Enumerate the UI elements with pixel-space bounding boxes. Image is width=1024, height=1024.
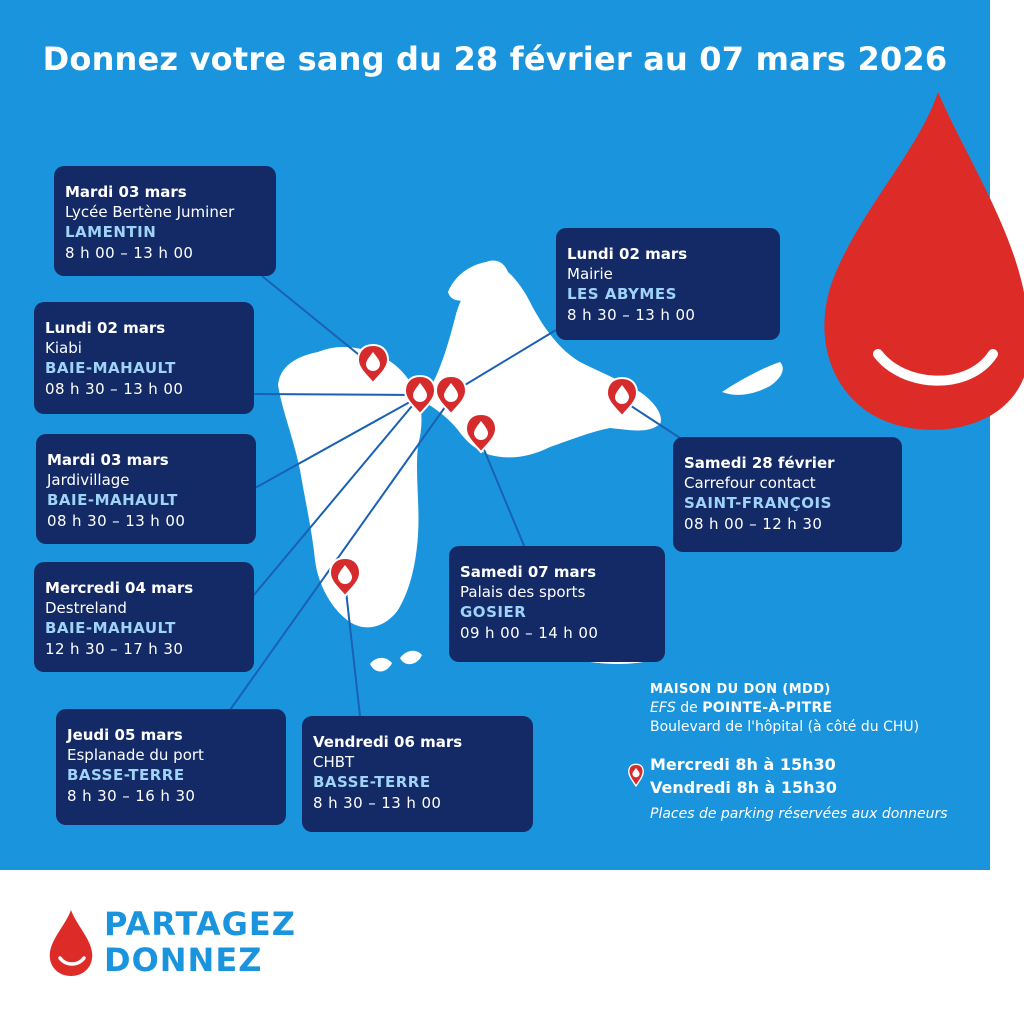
blood-drop-icon <box>48 910 94 976</box>
card-les-abymes[interactable] <box>556 228 780 340</box>
card-saint-francois[interactable] <box>673 437 902 552</box>
card-place: Lycée Bertène Juminer <box>65 203 235 221</box>
card-hours: 8 h 00 – 13 h 00 <box>65 244 194 262</box>
card-city: LAMENTIN <box>65 223 157 241</box>
card-place: Mairie <box>567 265 613 283</box>
card-city: BAIE-MAHAULT <box>45 619 176 637</box>
card-lamentin[interactable] <box>54 166 276 276</box>
card-city: BASSE-TERRE <box>313 773 431 791</box>
card-city: BAIE-MAHAULT <box>47 491 178 509</box>
card-place: Jardivillage <box>47 471 130 489</box>
mdd-parking-note: Places de parking réservées aux donneurs <box>650 806 948 822</box>
card-hours: 08 h 30 – 13 h 00 <box>45 380 184 398</box>
card-basse-terre-chbt[interactable] <box>302 716 533 832</box>
mdd-efs-line <box>650 699 948 718</box>
card-city: LES ABYMES <box>567 285 677 303</box>
card-place: CHBT <box>313 753 355 771</box>
mdd-schedule-friday: Vendredi 8h à 15h30 <box>650 778 837 797</box>
card-gosier[interactable] <box>449 546 665 662</box>
card-place: Destreland <box>45 599 127 617</box>
maison-du-don-info <box>650 680 948 824</box>
card-city: SAINT-FRANÇOIS <box>684 494 832 512</box>
card-baie-mahault-jardivillage[interactable] <box>36 434 256 544</box>
logo-line-1: PARTAGEZ <box>104 905 296 943</box>
card-hours: 8 h 30 – 13 h 00 <box>567 306 696 324</box>
card-baie-mahault-destreland[interactable] <box>34 562 254 672</box>
card-day: Vendredi 06 mars <box>313 733 463 751</box>
card-city: BASSE-TERRE <box>67 766 185 784</box>
card-day: Mardi 03 mars <box>47 451 169 469</box>
card-place: Kiabi <box>45 339 82 357</box>
mdd-efs-de: de <box>675 700 703 716</box>
card-place: Esplanade du port <box>67 746 204 764</box>
mdd-efs-prefix: EFS <box>650 700 676 716</box>
card-day: Samedi 28 février <box>684 454 835 472</box>
card-basse-terre-esplanade[interactable] <box>56 709 286 825</box>
card-hours: 08 h 00 – 12 h 30 <box>684 515 823 533</box>
mdd-address: Boulevard de l'hôpital (à côté du CHU) <box>650 719 920 735</box>
card-day: Samedi 07 mars <box>460 563 597 581</box>
card-hours: 12 h 30 – 17 h 30 <box>45 640 184 658</box>
card-day: Lundi 02 mars <box>567 245 688 263</box>
connector-lamentin <box>262 276 369 363</box>
card-place: Carrefour contact <box>684 474 816 492</box>
card-day: Mardi 03 mars <box>65 183 187 201</box>
mdd-schedule-wednesday: Mercredi 8h à 15h30 <box>650 755 836 774</box>
card-place: Palais des sports <box>460 583 586 601</box>
card-hours: 09 h 00 – 14 h 00 <box>460 624 599 642</box>
blood-drop-icon <box>818 92 1024 432</box>
logo-line-2: DONNEZ <box>104 941 263 979</box>
island-les-saintes-2 <box>400 651 422 664</box>
card-city: BAIE-MAHAULT <box>45 359 176 377</box>
connector-kiabi <box>252 394 417 395</box>
mdd-title: MAISON DU DON (MDD) <box>650 682 831 697</box>
card-day: Lundi 02 mars <box>45 319 166 337</box>
map-pin-blood-drop-icon <box>627 762 645 790</box>
poster-title: Donnez votre sang du 28 février au 07 mars 2026 <box>42 40 948 78</box>
card-day: Jeudi 05 mars <box>67 726 183 744</box>
mdd-city: POINTE-À-PITRE <box>702 700 833 716</box>
card-hours: 8 h 30 – 16 h 30 <box>67 787 196 805</box>
card-day: Mercredi 04 mars <box>45 579 194 597</box>
card-city: GOSIER <box>460 603 527 621</box>
island-desirade <box>722 362 783 395</box>
logo-text <box>104 906 296 978</box>
card-hours: 8 h 30 – 13 h 00 <box>313 794 442 812</box>
card-hours: 08 h 30 – 13 h 00 <box>47 512 186 530</box>
card-baie-mahault-kiabi[interactable] <box>34 302 254 414</box>
island-les-saintes-1 <box>370 658 392 672</box>
